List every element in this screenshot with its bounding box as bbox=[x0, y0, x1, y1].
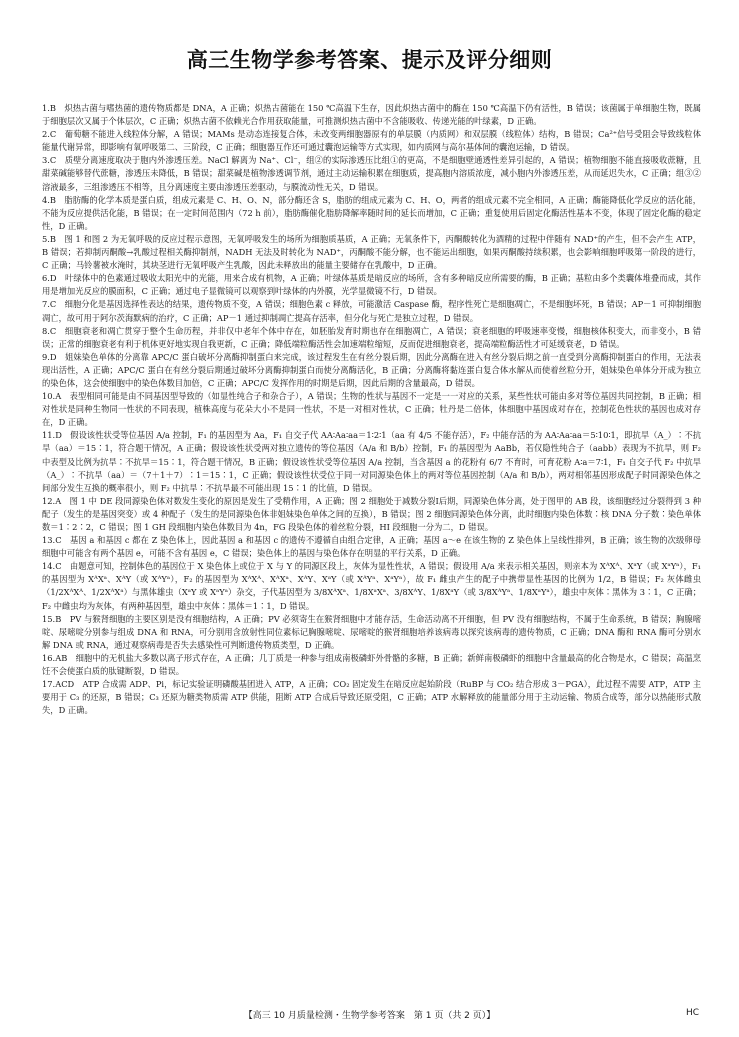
item-number: 11. bbox=[42, 430, 56, 441]
footer-code: HC bbox=[685, 1008, 699, 1018]
item-number: 3. bbox=[42, 155, 50, 166]
answer-item-2 bbox=[42, 128, 701, 154]
answer-item-16 bbox=[42, 652, 701, 678]
answer-item-4 bbox=[42, 194, 701, 233]
page-footer bbox=[0, 1008, 739, 1024]
item-text: D 假设该性状受等位基因 A/a 控制，F₁ 的基因型为 Aa，F₁ 自交子代 AA∶Aa∶aa＝1∶2∶1（aa 有 4/5 不能存活），F₂ 中能存活的为 AA∶Aa∶aa＝5∶10∶1，即抗旱（A_）∶不抗旱（aa）＝15∶1，符合题干情况，A 正确；假设该性状受两对独立遗传的等位基因（A/a 和 B/b）控制，F₁ 的基因型为 AaBb，若仅隐性纯合子（aabb）表现为不抗旱，则 F₂ 中表型及比例为抗旱∶不抗旱＝15∶1，符合题干情况，B 正确；假设该性状受等位基因 A/a 控制，当含基因 a 的花粉有 6/7 不育时，可育花粉 A∶a＝7∶1，F₁ 自交子代 F₂ 中抗旱（A_）∶不抗旱（aa）＝（7＋1＋7）∶1＝15∶1，C 正确；假设该性状受位于同一对同源染色体上的两对等位基因控制（A/a 和 B/b），两对相邻基因形成配子时同源染色体之间部分发生互换的概率很小，则 F₂ 中抗旱∶不抗旱最不可能出现 15∶1 的比值，D 错误。 bbox=[42, 430, 701, 493]
answer-item-12 bbox=[42, 495, 701, 534]
answer-item-11 bbox=[42, 429, 701, 494]
item-text: C 葡萄糖不能进入线粒体分解，A 错误；MAMs 是动态连接复合体，未改变两细胞器原有的单层膜（内质网）和双层膜（线粒体）结构，B 错误；Ca²⁺信号受阻会导致线粒体能量代谢异常，即影响有氧呼吸第二、三阶段，C 正确；细胞器互作还可通过囊泡运输等方式实现，如内质网与高尔基体间的囊泡运输，D 错误。 bbox=[42, 129, 701, 153]
answer-item-17 bbox=[42, 678, 701, 717]
page-title: 高三生物学参考答案、提示及评分细则 bbox=[186, 48, 553, 72]
answer-item-15 bbox=[42, 613, 701, 652]
item-text: A 图 1 中 DE 段同源染色体对数发生变化的原因是发生了受精作用，A 正确；图 2 细胞处于减数分裂Ⅰ后期，同源染色体分离，处于图甲的 AB 段，该细胞经过分裂得到 3 种配子（发生的是基因突变）或 4 种配子（发生的是同源染色体非姐妹染色单体之间的互换），B 错误；图 2 细胞同源染色体分离，此时细胞内染色体数∶核 DNA 分子数∶染色单体数＝1∶2∶2，C 错误；图 1 GH 段细胞内染色体数目为 4n，FG 段染色体的着丝粒分裂，HI 段细胞一分为二，D 错误。 bbox=[42, 495, 701, 532]
item-number: 5. bbox=[42, 233, 50, 244]
item-number: 15. bbox=[42, 613, 56, 624]
item-text: AB 细胞中的无机盐大多数以离子形式存在，A 正确；几丁质是一种参与组成南极磷虾外骨骼的多糖，B 正确；新鲜南极磷虾的细胞中含量最高的化合物是水，C 错误；高温烹饪不会使蛋白质的肽键断裂，D 错误。 bbox=[42, 652, 701, 677]
answer-item-13 bbox=[42, 534, 701, 560]
answer-item-14 bbox=[42, 560, 701, 612]
item-number: 7. bbox=[42, 299, 50, 310]
item-text: B 炽热古菌与嗜热菌的遗传物质都是 DNA，A 正确；炽热古菌能在 150 ℃高温下生存，因此炽热古菌中的酶在 150 ℃高温下仍有活性，B 错误；该菌属于单细胞生物，既属于细胞层次又属于个体层次，C 正确；炽热古菌不依赖光合作用获取能量，可推测炽热古菌中不含能吸收、传递光能的叶绿素，D 正确。 bbox=[42, 103, 701, 127]
item-number: 10. bbox=[42, 391, 56, 402]
item-text: C 基因 a 和基因 c 都在 Z 染色体上，因此基因 a 和基因 c 的遗传不遵循自由组合定律，A 正确；基因 a～e 在该生物的 Z 染色体上呈线性排列，B 正确；该生物的次级卵母细胞中可能含有两个基因 e，可能不含有基因 e，C 错误；染色体上的基因与染色体存在明显的平行关系，D 正确。 bbox=[42, 535, 701, 559]
item-text: D 叶绿体中的色素通过吸收太阳光中的光能，用来合成有机物，A 正确；叶绿体基质是暗反应的场所，含有多种暗反应所需要的酶，B 正确；基粒由多个类囊体堆叠而成，其作用是增加光反应的膜面积，C 正确；通过电子显微镜可以观察到叶绿体的内外膜，光学显微镜不行，D 错误。 bbox=[42, 273, 701, 297]
item-text: C 细胞衰老和凋亡贯穿于整个生命历程，并非仅中老年个体中存在，如胚胎发育时期也存在细胞凋亡，A 错误；衰老细胞的呼吸速率变慢，细胞核体积变大，而非变小，B 错误；正常的细胞衰老有利于机体更好地实现自我更新，C 正确；降低端粒酶活性会加速端粒缩短，反而促进细胞衰老，提高端粒酶活性才可延缓衰老，D 错误。 bbox=[42, 325, 701, 349]
item-text: A 表型相同可能是由不同基因型导致的（如显性纯合子和杂合子），A 错误；生物的性状与基因不一定是一一对应的关系，某些性状可能由多对等位基因共同控制，B 正确；相对性状是同种生物同一性状的不同表现，植株高度与花朵大小不是同一性状，不是一对相对性状，C 正确；牡丹是二倍体，体细胞中基因成对存在，控制花色性状的基因也成对存在，D 正确。 bbox=[42, 391, 701, 428]
item-number: 9. bbox=[42, 351, 50, 362]
item-number: 16. bbox=[42, 652, 56, 663]
item-text: B 图 1 和图 2 为无氧呼吸的反应过程示意图，无氧呼吸发生的场所为细胞质基质，A 正确；无氧条件下，丙酮酸转化为酒精的过程中伴随有 NAD⁺的产生，但不会产生 ATP，B 错误；若抑制丙酮酸→乳酸过程相关酶抑制剂，NADH 无法及时转化为 NAD⁺，丙酮酸不能分解，也不能运出细胞，如果丙酮酸持续积累，也会影响细胞呼吸第一阶段的进行，C 正确；马铃薯被水淹时，其块茎进行无氧呼吸产生乳酸，因此未释放出的能量主要储存在乳酸中，D 正确。 bbox=[42, 233, 701, 271]
item-number: 13. bbox=[42, 535, 56, 546]
answer-item-3 bbox=[42, 154, 701, 193]
item-text: D 姐妹染色单体的分离靠 APC/C 蛋白破坏分离酶抑制蛋白来完成，该过程发生在有丝分裂后期，因此分离酶在进入有丝分裂后期之前一直受到分离酶抑制蛋白的作用，无法表现出活性，A 正确；APC/C 蛋白在有丝分裂后期通过破坏分离酶抑制蛋白而使分离酶活化，B 正确；分离酶将黏连蛋白复合体水解从而使着丝粒分开，姐妹染色单体分开成为独立的染色体，这会使细胞中的染色体数目加倍，C 正确；APC/C 发挥作用的时期是后期，因此后期的含量最高，D 错误。 bbox=[42, 351, 701, 388]
item-text: C 细胞分化是基因选择性表达的结果，遗传物质不变，A 错误；细胞色素 c 释放，可能激活 Caspase 酶，程序性死亡是细胞凋亡，不是细胞坏死，B 错误；AP－1 可抑制细胞凋亡，故可用于阿尔茨海默病的治疗，C 正确；AP－1 通过抑制凋亡提高存活率，但分化与死亡是独立过程，D 错误。 bbox=[42, 299, 701, 323]
answer-item-6 bbox=[42, 272, 701, 298]
answer-item-7 bbox=[42, 298, 701, 324]
item-number: 2. bbox=[42, 129, 50, 140]
item-number: 8. bbox=[42, 325, 50, 336]
answer-item-1 bbox=[42, 102, 701, 128]
item-number: 14. bbox=[42, 561, 56, 572]
item-number: 4. bbox=[42, 194, 50, 205]
answer-item-10 bbox=[42, 390, 701, 429]
footer-page-info: 【高三 10 月质量检测・生物学参考答案 第 1 页（共 2 页）】 bbox=[243, 1011, 496, 1021]
answer-item-8 bbox=[42, 325, 701, 351]
item-text: B 脂肪酶的化学本质是蛋白质，组成元素是 C、H、O、N，部分酶还含 S，脂肪的组成元素为 C、H、O，两者的组成元素不完全相同，A 正确；酶能降低化学反应的活化能，不能为反应提供活化能，B 错误；在一定时间范围内（72 h 前），脂肪酶催化脂肪降解率随时间的延长而增加，C 正确；重复使用后固定化酶活性基本不变，体现了固定化酶的稳定性，D 正确。 bbox=[42, 194, 701, 231]
item-number: 1. bbox=[42, 103, 50, 113]
item-text: ACD ATP 合成需 ADP、Pi，标记实验证明磷酸基团进入 ATP，A 正确；CO₂ 固定发生在暗反应起始阶段（RuBP 与 CO₂ 结合形成 3－PGA），此过程不需要 ATP，ATP 主要用于 C₃ 的还原，B 错误；C₃ 还原为糖类物质需 ATP 供能，阻断 ATP 合成后导致还原受阻，C 正确；ATP 水解释放的能量部分用于主动运输、物质合成等，部分以热能形式散失，D 正确。 bbox=[42, 679, 701, 716]
item-number: 17. bbox=[42, 679, 56, 690]
answer-item-5 bbox=[42, 233, 701, 272]
item-text: C 由题意可知，控制体色的基因位于 X 染色体上或位于 X 与 Y 的同源区段上，灰体为显性性状，A 错误；假设用 A/a 来表示相关基因，则亲本为 XᴬXᴬ、XᵃY（或 XᵃYᵃ），F₁ 的基因型为 XᴬXᵃ、XᴬY（或 XᴬYᵃ），F₂ 的基因型为 XᴬXᴬ、XᴬXᵃ、XᴬY、XᵃY（或 XᴬYᵃ、XᵃYᵃ），故 F₁ 雌虫产生的配子中携带显性基因的比例为 1/2，B 错误；F₂ 灰体雌虫（1/2XᴬXᴬ、1/2XᴬXᵃ）与黑体雄虫（XᵃY 或 XᵃYᵃ）杂交，子代基因型为 3/8XᴬXᵃ、1/8XᵃXᵃ、3/8XᴬY、1/8XᵃY（或 3/8XᴬYᵃ、1/8XᵃYᵃ），雄虫中灰体∶黑体为 3∶1，C 正确；F₂ 中雌虫均为灰体，有两种基因型，雄虫中灰体∶黑体＝1∶1，D 错误。 bbox=[42, 561, 701, 611]
item-number: 12. bbox=[42, 495, 56, 506]
item-text: B PV 与猴肾细胞的主要区别是没有细胞结构，A 正确；PV 必须寄生在猴肾细胞中才能存活，生命活动离不开细胞，但 PV 没有细胞结构，不属于生命系统，B 错误；胸腺嘧啶、尿嘧啶分别参与组成 DNA 和 RNA，可分别用含放射性同位素标记胸腺嘧啶、尿嘧啶的猴肾细胞培养该病毒以探究该病毒的遗传物质，C 正确；DNA 酶和 RNA 酶可分别水解 DNA 或 RNA，通过观察病毒是否失去感染性可判断遗传物质类型，D 正确。 bbox=[42, 613, 701, 650]
item-text: C 质壁分离速度取决于胞内外渗透压差。NaCl 解离为 Na⁺、Cl⁻，组②的实际渗透压比组①的更高，不是细胞壁通透性差异引起的，A 错误；植物细胞不能直接吸收蔗糖，且甜菜碱能够替代蔗糖，渗透压未降低，B 错误；甜菜碱是植物渗透调节剂，通过主动运输积累在细胞质，提高胞内溶质浓度，减小胞内外渗透压差，从而延迟失水，C 正确；组③②溶液最多，三组渗透压不相等，且分离速度主要由渗透压差驱动，与膜流动性无关，D 错误。 bbox=[42, 155, 701, 192]
item-number: 6. bbox=[42, 273, 50, 284]
answer-list bbox=[42, 102, 701, 985]
answer-item-9 bbox=[42, 351, 701, 390]
